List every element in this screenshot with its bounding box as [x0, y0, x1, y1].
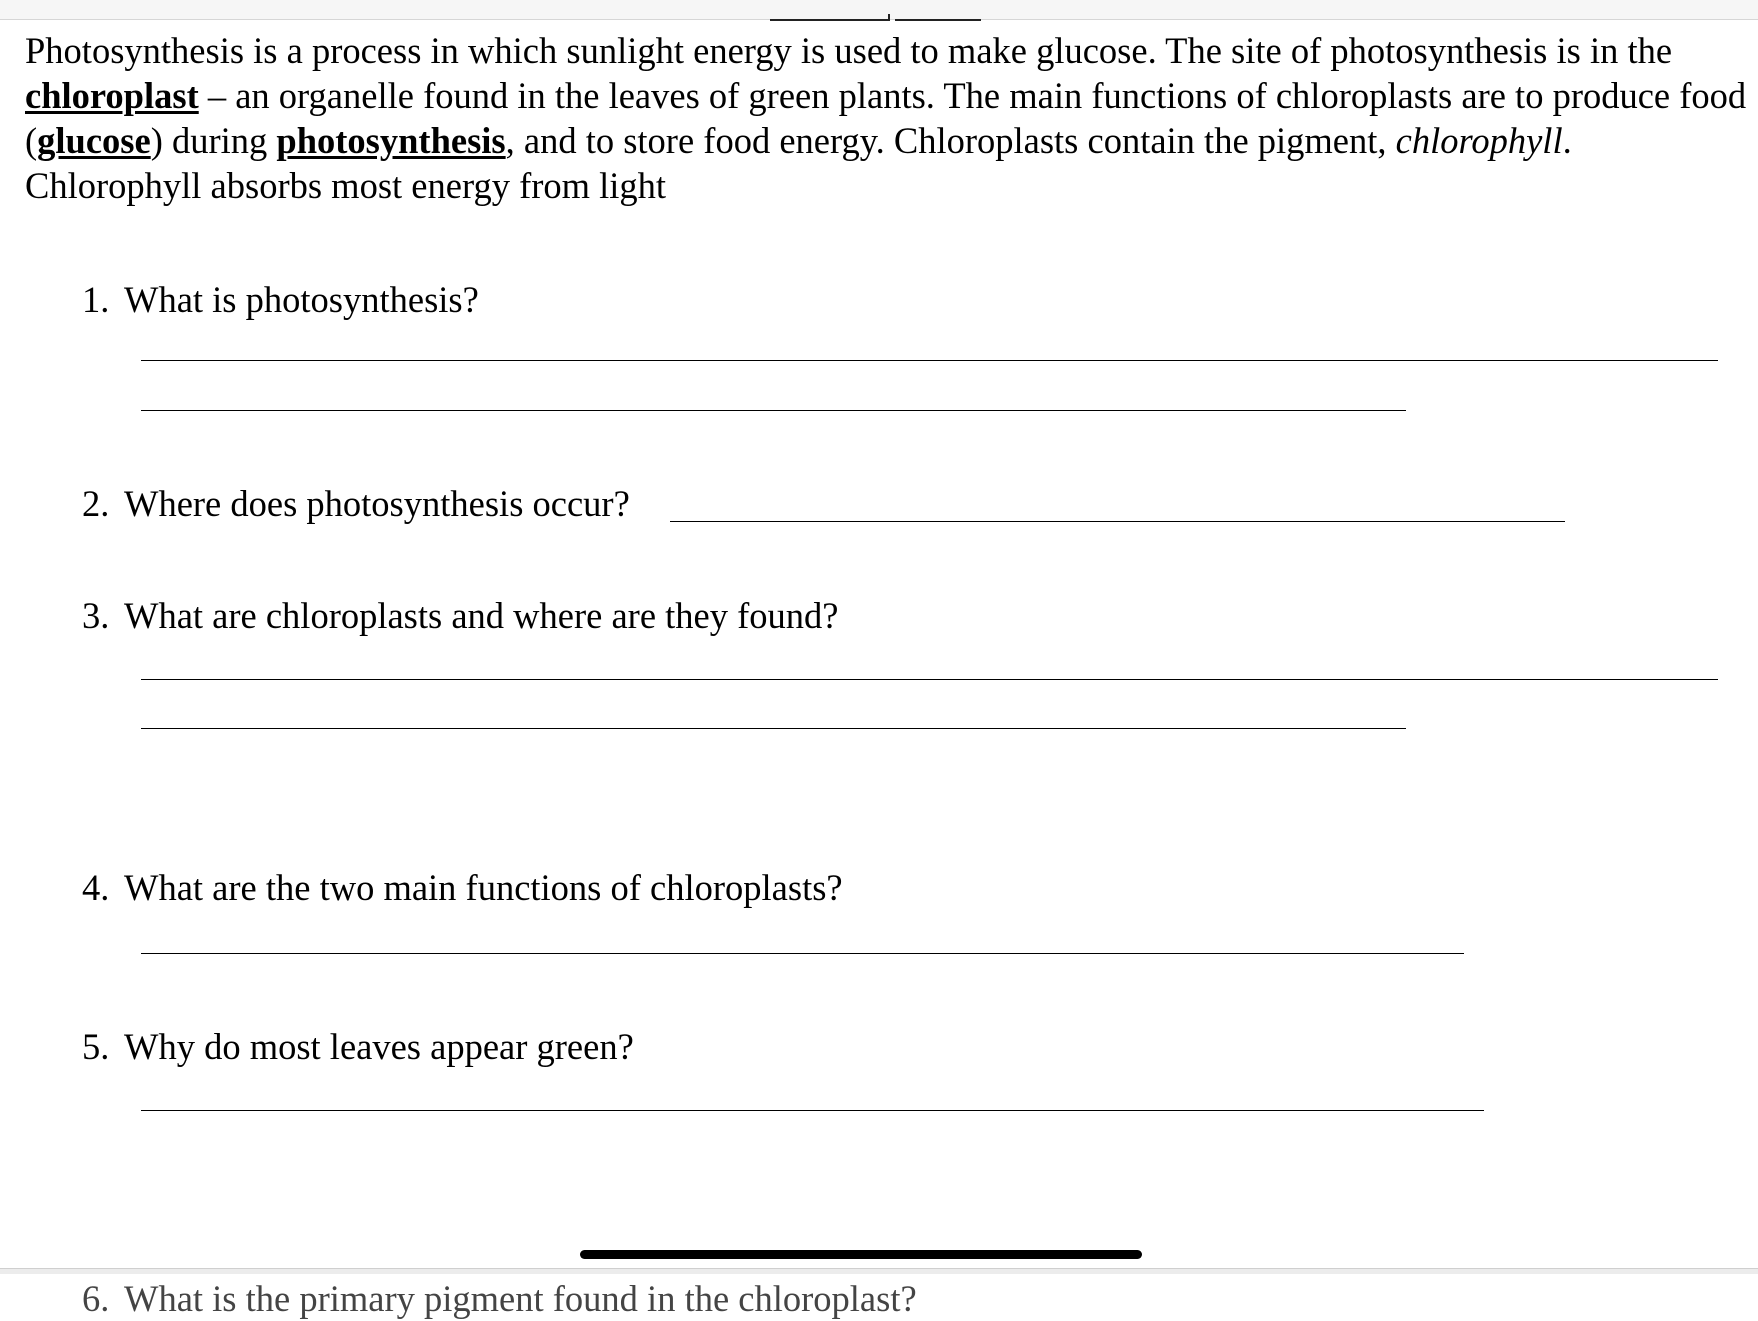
term-glucose: glucose	[37, 120, 151, 161]
answer-line-3a[interactable]	[141, 679, 1718, 680]
question-2-text: Where does photosynthesis occur?	[124, 483, 630, 524]
question-5	[82, 1025, 634, 1069]
top-answer-line-tick	[888, 14, 890, 21]
question-6-text: What is the primary pigment found in the chloroplast?	[124, 1277, 917, 1319]
intro-text-3: ) during	[150, 120, 277, 161]
question-5-number: 5.	[82, 1026, 110, 1067]
question-6-number: 6.	[82, 1277, 110, 1319]
intro-text-4: , and to store food energy. Chloroplasts contain the pigment,	[505, 120, 1396, 161]
question-2-number: 2.	[82, 483, 110, 524]
top-answer-line-left	[770, 19, 888, 21]
question-3-number: 3.	[82, 595, 110, 636]
previous-page-edge	[0, 0, 1758, 20]
answer-line-5[interactable]	[141, 1110, 1484, 1111]
answer-line-2[interactable]	[670, 521, 1565, 522]
term-photosynthesis: photosynthesis	[276, 120, 506, 161]
answer-line-1a[interactable]	[141, 360, 1718, 361]
question-1	[82, 278, 479, 322]
intro-paragraph	[25, 28, 1755, 208]
question-3	[82, 594, 838, 638]
intro-text-1: Photosynthesis is a process in which sunlight energy is used to make glucose. The site of photosynthesis is in the	[25, 30, 1673, 71]
next-page-edge	[0, 1268, 1758, 1274]
question-6	[82, 1277, 917, 1321]
question-4	[82, 866, 843, 910]
term-chloroplast: chloroplast	[25, 75, 199, 116]
question-4-text: What are the two main functions of chloroplasts?	[124, 867, 843, 908]
horizontal-scrollbar-thumb[interactable]	[580, 1250, 1142, 1259]
answer-line-1b[interactable]	[141, 410, 1406, 411]
question-1-text: What is photosynthesis?	[124, 279, 479, 320]
question-2	[82, 482, 630, 526]
question-3-text: What are chloroplasts and where are they found?	[124, 595, 839, 636]
question-4-number: 4.	[82, 867, 110, 908]
answer-line-3b[interactable]	[141, 728, 1406, 729]
question-1-number: 1.	[82, 279, 110, 320]
intro-text-5: . Chlorophyll absorbs most energy from light	[25, 120, 1572, 206]
top-answer-line-right	[895, 19, 981, 21]
answer-line-4[interactable]	[141, 953, 1464, 954]
term-chlorophyll: chlorophyll	[1395, 120, 1563, 161]
question-5-text: Why do most leaves appear green?	[124, 1026, 634, 1067]
intro-text-2: – an organelle found in the leaves of green plants. The main functions of chloroplasts are to produce food (	[25, 75, 1747, 161]
